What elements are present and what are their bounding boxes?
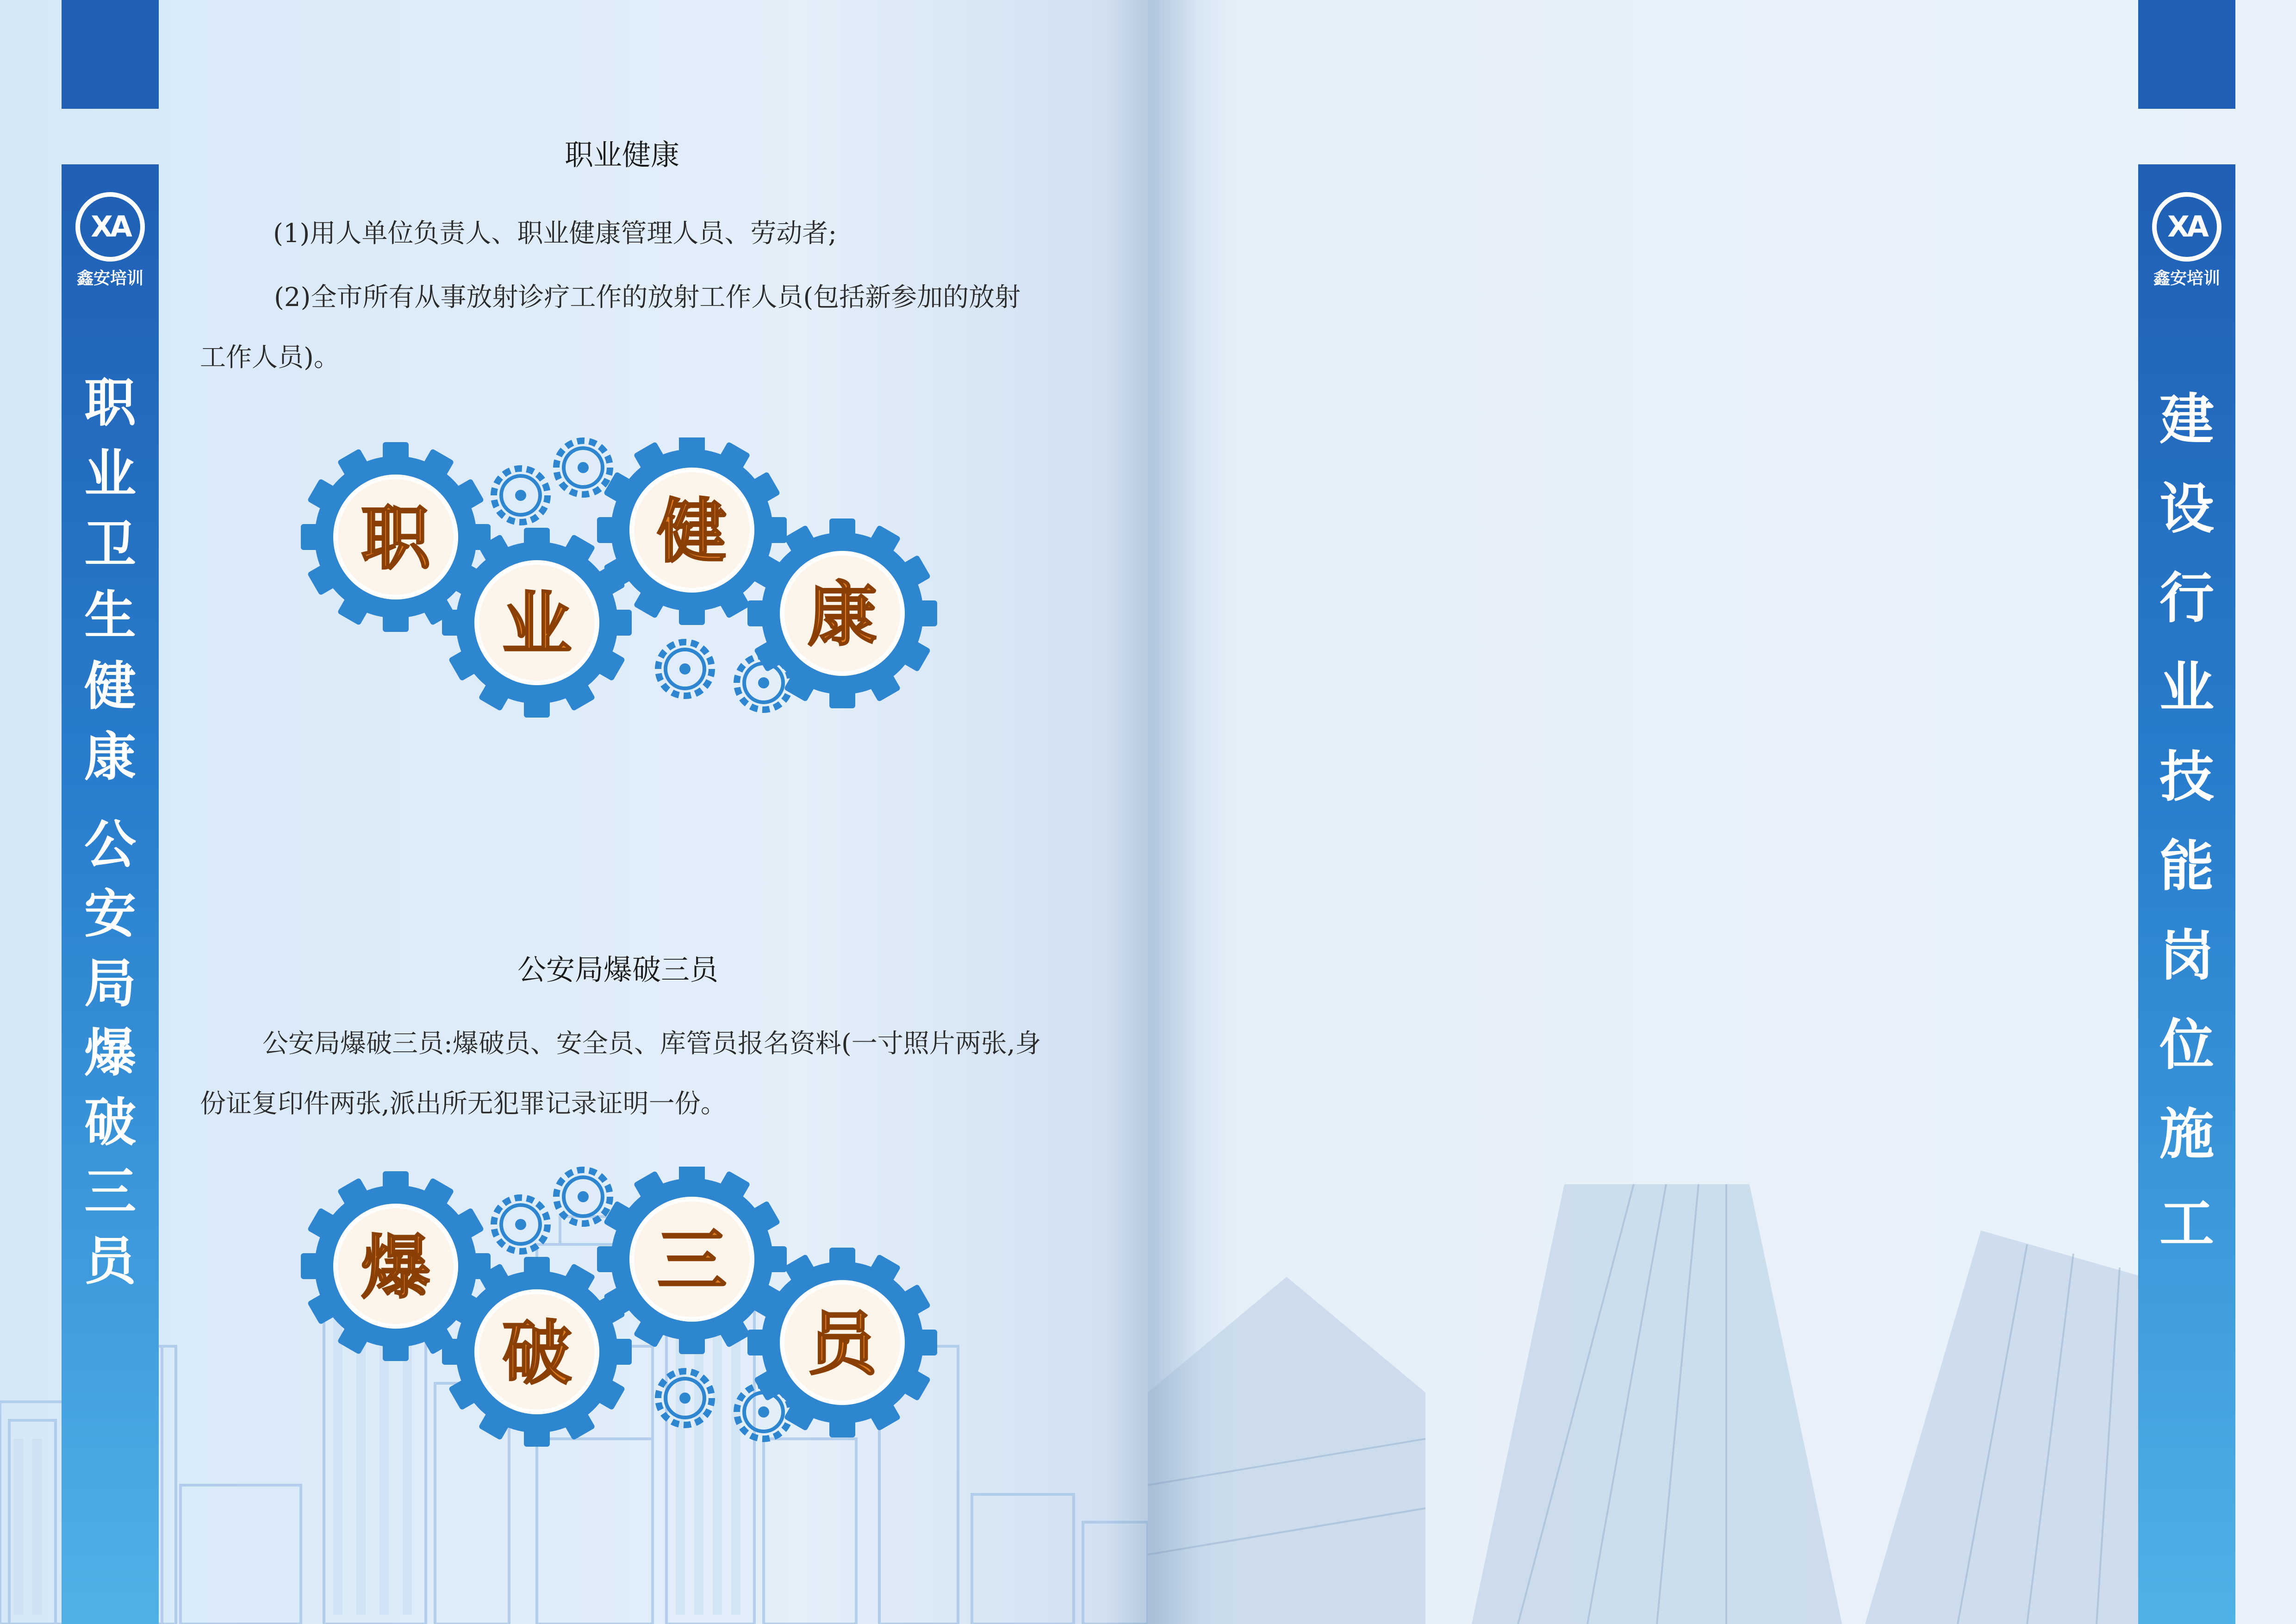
left-logo [73, 192, 147, 289]
blasting-requirements: 公安局爆破三员:爆破员、安全员、库管员报名资料(一寸照片两张,身份证复印件两张,派出所无犯罪记录证明一份。 [200, 1029, 1041, 1119]
health-item-1: (1)用人单位负责人、职业健康管理人员、劳动者; [273, 219, 837, 249]
gear-char-2: 破 [502, 1313, 572, 1394]
logo-text: 鑫安培训 [76, 269, 143, 288]
logo-mark-icon: XA [2152, 192, 2221, 262]
gear-char-1: 职 [361, 499, 431, 579]
gear-char-3: 三 [657, 1221, 727, 1301]
health-item-2: (2)全市所有从事放射诊疗工作的放射工作人员(包括新参加的放射工作人员)。 [200, 282, 1021, 373]
right-logo [2150, 192, 2224, 289]
left-strip-top-block [62, 0, 159, 109]
book-spine-shadow [1106, 0, 1199, 1624]
logo-text: 鑫安培训 [2153, 269, 2220, 288]
gear-char-1: 爆 [361, 1228, 431, 1308]
gear-char-4: 康 [808, 575, 877, 656]
section-title-blasting: 公安局爆破三员 [517, 953, 719, 987]
left-side-strip [62, 164, 159, 1624]
right-side-strip [2138, 164, 2235, 1624]
logo-mark-icon: XA [75, 192, 145, 262]
vertical-title-blasting: 公 安 局 爆 破 三 员 [84, 815, 136, 1292]
glass-building-background [1148, 1068, 2296, 1624]
gear-char-2: 业 [502, 584, 572, 665]
section-title-health: 职业健康 [565, 138, 680, 172]
right-strip-top-block [2138, 0, 2235, 109]
gear-char-4: 员 [808, 1304, 877, 1385]
gear-char-3: 健 [657, 492, 727, 572]
vertical-title-construction: 建 设 行 业 技 能 岗 位 施 工 [2159, 387, 2214, 1255]
vertical-title-occupational-health: 职 业 卫 生 健 康 [84, 373, 136, 787]
gears-health-graphic [296, 437, 953, 725]
right-page [1148, 0, 2296, 1624]
gears-blasting-graphic [296, 1167, 953, 1454]
